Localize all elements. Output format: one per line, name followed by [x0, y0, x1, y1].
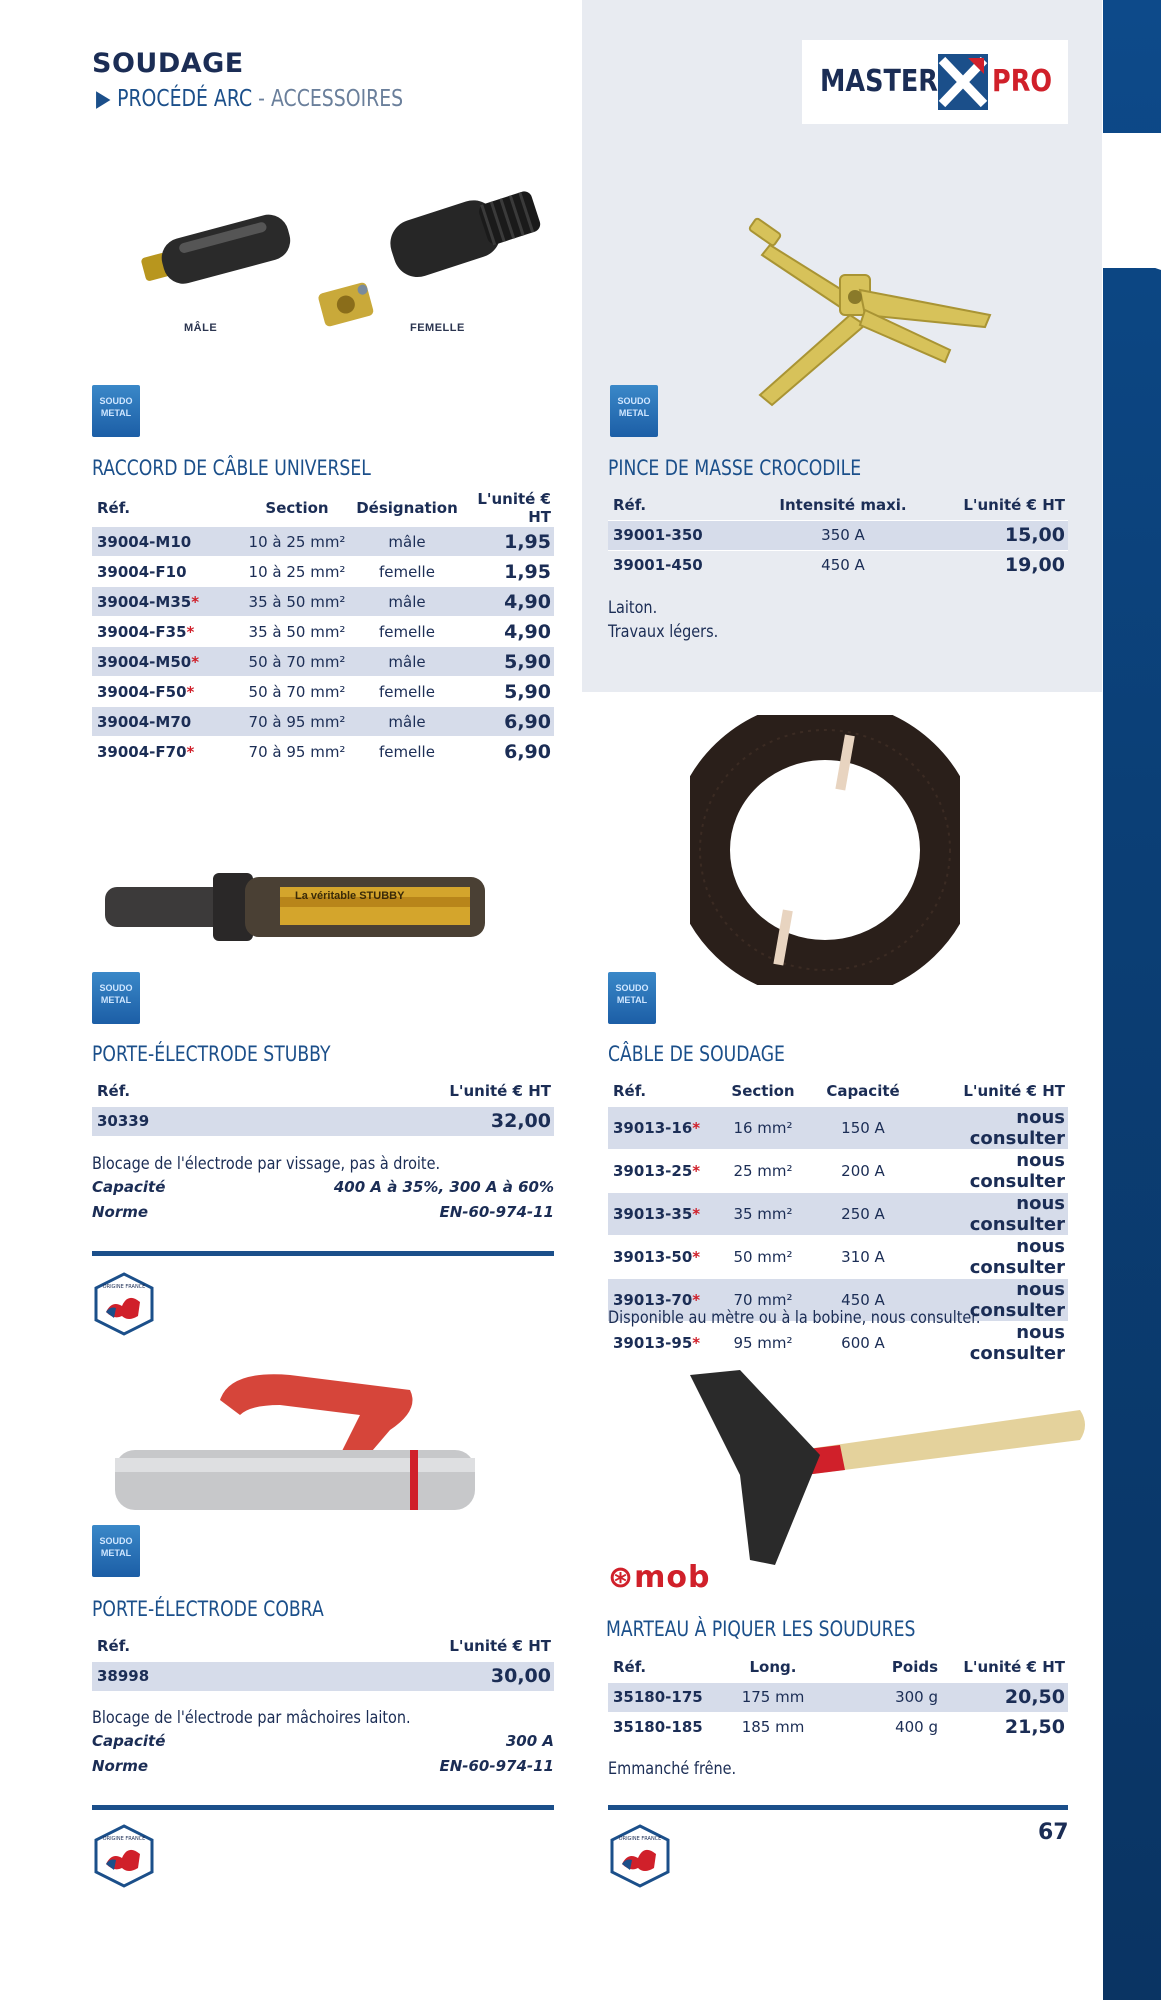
- table-row: [608, 1106, 1068, 1149]
- table-row: [608, 520, 1068, 550]
- ref-cell: 39004-M10: [97, 532, 192, 551]
- section-cell: 50 mm²: [718, 1235, 808, 1278]
- col-header: L'unité € HT: [963, 495, 1065, 514]
- col-header: Long.: [749, 1657, 797, 1676]
- table-row: [92, 707, 554, 737]
- intensite-cell: 450 A: [758, 550, 928, 580]
- cobra-capacite-row: [92, 1732, 554, 1756]
- table-row: [608, 550, 1068, 580]
- star-mark: *: [191, 652, 200, 671]
- price-cell: 5,90: [462, 677, 554, 707]
- marteau-title: MARTEAU À PIQUER LES SOUDURES: [606, 1617, 916, 1641]
- ref-cell: 39013-50: [613, 1247, 693, 1266]
- table-row: [92, 677, 554, 707]
- table-row: [92, 587, 554, 617]
- col-header: Section: [731, 1081, 795, 1100]
- ref-cell: 39004-F35: [97, 622, 187, 641]
- section-divider: [608, 1805, 1068, 1810]
- origine-text: ORIGINE FRANCE: [102, 1836, 146, 1842]
- star-cross-icon: [938, 54, 988, 110]
- col-header: L'unité € HT: [477, 490, 551, 526]
- star-mark: *: [692, 1161, 701, 1180]
- norme-value: EN-60-974-11: [439, 1757, 554, 1775]
- pince-table: [608, 490, 1068, 580]
- origine-text: ORIGINE FRANCE: [102, 1284, 146, 1290]
- col-header: Section: [265, 499, 329, 517]
- star-mark: *: [191, 592, 200, 611]
- stubby-title: PORTE-ÉLECTRODE STUBBY: [92, 1042, 331, 1066]
- ref-cell: 39004-F50: [97, 682, 187, 701]
- price-cell: 4,90: [462, 587, 554, 617]
- ref-cell: 35180-175: [608, 1682, 718, 1712]
- section-cell: 50 à 70 mm²: [242, 677, 352, 707]
- col-header: Capacité: [826, 1081, 900, 1100]
- pince-note-1: Laiton.: [608, 598, 658, 618]
- badge-line2: METAL: [100, 408, 132, 418]
- origine-france-icon: [610, 1824, 670, 1888]
- male-caption: MÂLE: [184, 322, 218, 334]
- price-cell: 15,00: [928, 520, 1068, 550]
- price-cell: 6,90: [462, 737, 554, 767]
- origine-text: ORIGINE FRANCE: [618, 1836, 662, 1842]
- price-cell: 19,00: [928, 550, 1068, 580]
- intensite-cell: 350 A: [758, 520, 928, 550]
- cable-coil-image: [690, 715, 960, 985]
- ref-cell: 39013-35: [613, 1204, 693, 1223]
- subtitle-main: PROCÉDÉ ARC: [117, 86, 253, 112]
- cobra-norme-row: [92, 1757, 554, 1781]
- table-row: [92, 557, 554, 587]
- stubby-holder-image: [105, 865, 495, 950]
- table-row: [608, 1682, 1068, 1712]
- section-cell: 10 à 25 mm²: [242, 557, 352, 587]
- section-divider: [92, 1805, 554, 1810]
- designation-cell: femelle: [352, 677, 462, 707]
- stubby-table: [92, 1076, 554, 1136]
- page-title: SOUDAGE: [92, 48, 244, 79]
- price-cell: 1,95: [462, 557, 554, 587]
- subtitle-separator: -: [252, 86, 271, 112]
- cobra-table: [92, 1631, 554, 1691]
- price-cell: 21,50: [958, 1712, 1068, 1742]
- section-cell: 70 mm²: [718, 1278, 808, 1321]
- cobra-title: PORTE-ÉLECTRODE COBRA: [92, 1597, 324, 1621]
- col-header: Réf.: [97, 1081, 131, 1100]
- norme-label: Norme: [92, 1203, 149, 1221]
- ref-cell: 39001-450: [608, 550, 758, 580]
- right-side-band: [1103, 0, 1161, 2000]
- ref-cell: 39004-M70: [97, 712, 192, 731]
- capacite-cell: 150 A: [808, 1106, 918, 1149]
- capacite-cell: 310 A: [808, 1235, 918, 1278]
- norme-value: EN-60-974-11: [439, 1203, 554, 1221]
- designation-cell: mâle: [352, 587, 462, 617]
- capacite-label: Capacité: [92, 1732, 166, 1750]
- cobra-holder-image: [110, 1370, 510, 1515]
- badge-line2: METAL: [100, 1548, 132, 1558]
- ref-cell: 38998: [92, 1661, 392, 1691]
- price-cell: 5,90: [462, 647, 554, 677]
- ref-cell: 39001-350: [608, 520, 758, 550]
- soudometal-badge-icon: [92, 385, 140, 437]
- designation-cell: mâle: [352, 647, 462, 677]
- pince-note-2: Travaux légers.: [608, 622, 719, 642]
- stubby-note: Blocage de l'électrode par vissage, pas à droite.: [92, 1154, 441, 1174]
- col-header: L'unité € HT: [449, 1081, 551, 1100]
- badge-line2: METAL: [618, 408, 650, 418]
- ref-cell: 35180-185: [608, 1712, 718, 1742]
- soudometal-badge-icon: [92, 1525, 140, 1577]
- designation-cell: femelle: [352, 557, 462, 587]
- marteau-table: [608, 1652, 1068, 1742]
- table-row: [92, 1661, 554, 1691]
- female-caption: FEMELLE: [410, 322, 465, 334]
- col-header: Réf.: [97, 1636, 131, 1655]
- capacite-cell: 600 A: [808, 1321, 918, 1364]
- capacite-value: 400 A à 35%, 300 A à 60%: [333, 1178, 554, 1196]
- section-cell: 95 mm²: [718, 1321, 808, 1364]
- cobra-note: Blocage de l'électrode par mâchoires laiton.: [92, 1708, 411, 1728]
- origine-france-icon: [94, 1824, 154, 1888]
- col-header: Réf.: [613, 495, 647, 514]
- masterpro-logo: [802, 40, 1068, 124]
- price-cell: 20,50: [958, 1682, 1068, 1712]
- star-mark: *: [186, 622, 195, 641]
- price-cell: 6,90: [462, 707, 554, 737]
- designation-cell: femelle: [352, 737, 462, 767]
- badge-line1: SOUDO: [99, 1536, 133, 1546]
- star-mark: *: [186, 742, 195, 761]
- star-mark: *: [692, 1204, 701, 1223]
- price-cell: nous consulter: [918, 1106, 1068, 1149]
- star-mark: *: [692, 1333, 701, 1352]
- table-row: [608, 1149, 1068, 1192]
- triangle-arrow-icon: ▶: [96, 86, 111, 112]
- badge-line1: SOUDO: [99, 983, 133, 993]
- section-cell: 25 mm²: [718, 1149, 808, 1192]
- section-cell: 35 à 50 mm²: [242, 587, 352, 617]
- norme-label: Norme: [92, 1757, 149, 1775]
- ref-cell: 39013-95: [613, 1333, 693, 1352]
- col-header: Désignation: [356, 499, 458, 517]
- cable-title: CÂBLE DE SOUDAGE: [608, 1042, 785, 1066]
- price-cell: nous consulter: [918, 1149, 1068, 1192]
- price-cell: 30,00: [392, 1661, 554, 1691]
- badge-line2: METAL: [100, 995, 132, 1005]
- table-row: [92, 647, 554, 677]
- mob-brand-logo: [608, 1560, 711, 1595]
- table-row: [92, 737, 554, 767]
- poids-cell: 400 g: [828, 1712, 958, 1742]
- ref-cell: 39013-70: [613, 1290, 693, 1309]
- star-mark: *: [186, 682, 195, 701]
- soudometal-badge-icon: [92, 972, 140, 1024]
- star-mark: *: [692, 1118, 701, 1137]
- page-subtitle: [96, 86, 403, 112]
- badge-line1: SOUDO: [615, 983, 649, 993]
- badge-line2: METAL: [616, 995, 648, 1005]
- section-cell: 70 à 95 mm²: [242, 707, 352, 737]
- soudometal-badge-icon: [608, 972, 656, 1024]
- soudometal-badge-icon: [610, 385, 658, 437]
- section-divider: [92, 1251, 554, 1256]
- col-header: Réf.: [613, 1657, 647, 1676]
- pince-title: PINCE DE MASSE CROCODILE: [608, 456, 862, 480]
- long-cell: 185 mm: [718, 1712, 828, 1742]
- subtitle-accent: ACCESSOIRES: [270, 86, 404, 112]
- section-cell: 16 mm²: [718, 1106, 808, 1149]
- price-cell: nous consulter: [918, 1192, 1068, 1235]
- designation-cell: mâle: [352, 707, 462, 737]
- section-cell: 70 à 95 mm²: [242, 737, 352, 767]
- section-cell: 35 mm²: [718, 1192, 808, 1235]
- origine-france-icon: [94, 1272, 154, 1336]
- col-header: L'unité € HT: [963, 1081, 1065, 1100]
- table-row: [608, 1235, 1068, 1278]
- col-header: Réf.: [613, 1081, 647, 1100]
- col-header: L'unité € HT: [963, 1657, 1065, 1676]
- price-cell: nous consulter: [918, 1321, 1068, 1364]
- mob-brand-text: mob: [634, 1560, 711, 1595]
- capacite-cell: 450 A: [808, 1278, 918, 1321]
- stubby-label-text: La véritable STUBBY: [295, 890, 405, 902]
- table-row: [92, 1106, 554, 1136]
- col-header: Réf.: [97, 499, 131, 517]
- poids-cell: 300 g: [828, 1682, 958, 1712]
- table-row: [92, 527, 554, 557]
- price-cell: 1,95: [462, 527, 554, 557]
- star-mark: *: [692, 1290, 701, 1309]
- ref-cell: 39004-F10: [97, 562, 187, 581]
- price-cell: 4,90: [462, 617, 554, 647]
- section-cell: 50 à 70 mm²: [242, 647, 352, 677]
- ref-cell: 39004-F70: [97, 742, 187, 761]
- star-mark: *: [692, 1247, 701, 1266]
- capacite-cell: 200 A: [808, 1149, 918, 1192]
- section-cell: 35 à 50 mm²: [242, 617, 352, 647]
- designation-cell: femelle: [352, 617, 462, 647]
- price-cell: nous consulter: [918, 1235, 1068, 1278]
- right-side-tab: [1103, 133, 1161, 268]
- designation-cell: mâle: [352, 527, 462, 557]
- stubby-norme-row: [92, 1203, 554, 1227]
- page-number: 67: [1038, 1820, 1069, 1845]
- capacite-cell: 250 A: [808, 1192, 918, 1235]
- cable-note: Disponible au mètre ou à la bobine, nous consulter.: [608, 1308, 981, 1328]
- marteau-hammer-image: [680, 1365, 1090, 1575]
- ref-cell: 39013-16: [613, 1118, 693, 1137]
- raccord-table: [92, 490, 554, 767]
- table-row: [608, 1192, 1068, 1235]
- col-header: L'unité € HT: [449, 1636, 551, 1655]
- capacite-label: Capacité: [92, 1178, 166, 1196]
- logo-pro-text: PRO: [992, 64, 1053, 99]
- section-cell: 10 à 25 mm²: [242, 527, 352, 557]
- pince-crocodile-image: [740, 215, 1000, 415]
- raccord-title: RACCORD DE CÂBLE UNIVERSEL: [92, 456, 371, 480]
- ref-cell: 39004-M35: [97, 592, 192, 611]
- logo-master-text: MASTER: [820, 64, 938, 99]
- badge-line1: SOUDO: [99, 396, 133, 406]
- long-cell: 175 mm: [718, 1682, 828, 1712]
- stubby-capacite-row: [92, 1178, 554, 1202]
- table-row: [92, 617, 554, 647]
- col-header: Intensité maxi.: [779, 495, 907, 514]
- ref-cell: 39013-25: [613, 1161, 693, 1180]
- price-cell: nous consulter: [918, 1278, 1068, 1321]
- right-side-notch: [1103, 250, 1161, 270]
- table-row: [608, 1712, 1068, 1742]
- capacite-value: 300 A: [505, 1732, 554, 1750]
- badge-line1: SOUDO: [617, 396, 651, 406]
- col-header: Poids: [891, 1657, 938, 1676]
- raccord-connectors-image: [140, 175, 560, 345]
- mob-circle-icon: ⊛: [608, 1560, 635, 1595]
- marteau-note: Emmanché frêne.: [608, 1759, 737, 1779]
- price-cell: 32,00: [392, 1106, 554, 1136]
- ref-cell: 39004-M50: [97, 652, 192, 671]
- ref-cell: 30339: [92, 1106, 392, 1136]
